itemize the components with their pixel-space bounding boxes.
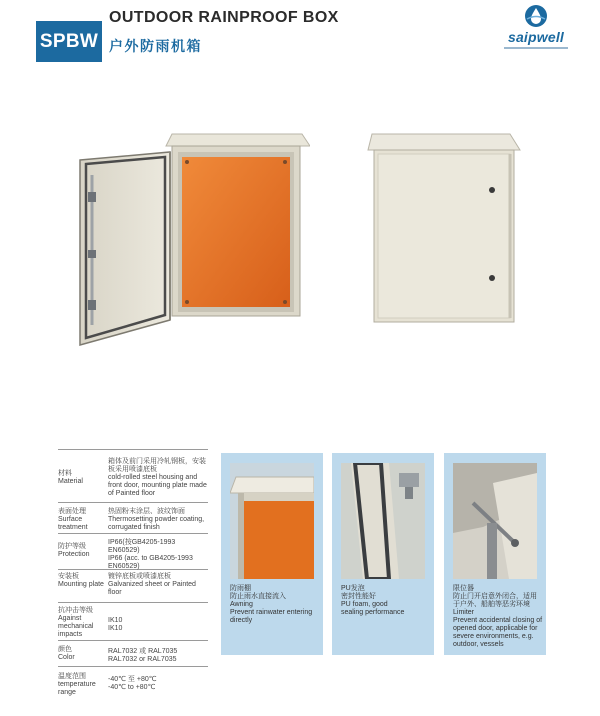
feature-desc-cn: 防止门开启意外闭合，适用于户外、船舶等恶劣环境 [453, 593, 537, 608]
spec-row-temperature [58, 667, 208, 698]
spec-value-en: IK10 [108, 625, 123, 632]
spec-value-cn: 镀锌底板或喷漆底板 [108, 573, 171, 580]
spec-label-cn: 抗冲击等级 [58, 607, 93, 614]
spec-table [58, 449, 208, 698]
feature-desc-cn: 防止雨水直接流入 [230, 593, 286, 600]
spec-value [108, 607, 208, 640]
spec-label-en: Surface treatment [58, 516, 88, 531]
feature-title-cn: PU发泡 [341, 585, 365, 592]
product-title-chinese: 户外防雨机箱 [109, 38, 202, 54]
spec-value-en: Galvanized sheet or Painted floor [108, 581, 196, 596]
spec-label [58, 458, 108, 502]
feature-panel-awning [221, 453, 323, 655]
feature-caption [453, 585, 543, 649]
spec-label-en: temperature range [58, 681, 96, 696]
spec-value [108, 539, 208, 569]
spec-label-en: Against mechanical impacts [58, 615, 94, 638]
spec-value [108, 673, 208, 698]
feature-desc-en: Prevent accidental closing of opened door, applicable for severe environments, e.g. outdoor, vessels [453, 617, 543, 648]
spec-label-cn: 颜色 [58, 646, 72, 653]
spec-value-en: RAL7032 or RAL7035 [108, 656, 177, 663]
feature-title-cn: 限位器 [453, 585, 474, 592]
water-drop-icon [524, 4, 548, 28]
spec-label [58, 673, 108, 698]
open-enclosure-photo [70, 130, 310, 360]
spec-value [108, 458, 208, 502]
brand-logo [496, 4, 576, 52]
feature-desc-en: Prevent rainwater entering directly [230, 609, 313, 624]
feature-title-en: PU foam, good [341, 601, 388, 608]
feature-caption [341, 585, 431, 617]
brand-underline [504, 47, 568, 49]
spec-label [58, 573, 108, 602]
spec-row-impact [58, 603, 208, 641]
spec-label [58, 646, 108, 666]
spec-label-cn: 材料 [58, 470, 72, 477]
spec-label-en: Protection [58, 551, 90, 558]
feature-desc-en: sealing performance [341, 609, 405, 616]
awning-photo [230, 463, 314, 579]
feature-panel-pu-seal [332, 453, 434, 655]
feature-caption [230, 585, 320, 625]
limiter-photo [453, 463, 537, 579]
series-code-badge: SPBW [36, 21, 102, 62]
spec-value-cn: 箱体及前门采用冷轧钢板，安装板采用喷漆底板 [108, 458, 206, 473]
spec-value [108, 508, 208, 533]
brand-name: saipwell [507, 29, 565, 45]
spec-label [58, 607, 108, 640]
spec-value [108, 573, 208, 602]
spec-row-color [58, 641, 208, 667]
spec-label-cn: 温度范围 [58, 673, 86, 680]
spec-label-en: Color [58, 654, 75, 661]
spec-row-surface [58, 503, 208, 534]
spec-label [58, 539, 108, 569]
spec-value-cn: IP66(按GB4205-1993 EN60529) [108, 539, 176, 554]
spec-label-cn: 表面处理 [58, 508, 86, 515]
spec-value-cn: RAL7032 或 RAL7035 [108, 648, 178, 655]
feature-title-en: Limiter [453, 609, 475, 616]
feature-panel-limiter [444, 453, 546, 655]
product-title-english: OUTDOOR RAINPROOF BOX [109, 9, 339, 26]
closed-enclosure-photo [360, 128, 530, 328]
spec-row-mounting-plate [58, 570, 208, 603]
spec-label-en: Material [58, 478, 83, 485]
spec-value-cn: 热固粉末涂层、波纹饰面 [108, 508, 185, 515]
spec-label [58, 508, 108, 533]
spec-label-cn: 安装板 [58, 573, 79, 580]
feature-title-cn: 防雨棚 [230, 585, 251, 592]
spec-value-en: IP66 (acc. to GB4205-1993 EN60529) [108, 555, 193, 570]
spec-value-cn: -40℃ 至 +80℃ [108, 676, 157, 683]
spec-value-en: Thermosetting powder coating, corrugated finish [108, 516, 205, 531]
feature-desc-cn: 密封性能好 [341, 593, 376, 600]
spec-label-en: Mounting plate [58, 581, 104, 588]
spec-label-cn: 防护等级 [58, 543, 86, 550]
feature-title-en: Awning [230, 601, 253, 608]
spec-value-en: -40℃ to +80℃ [108, 684, 156, 691]
pu-seal-photo [341, 463, 425, 579]
spec-row-material [58, 449, 208, 503]
spec-value [108, 646, 208, 666]
spec-value-cn: IK10 [108, 617, 123, 624]
spec-row-protection [58, 534, 208, 570]
spec-value-en: cold-rolled steel housing and front door, mounting plate made of Painted floor [108, 474, 207, 497]
